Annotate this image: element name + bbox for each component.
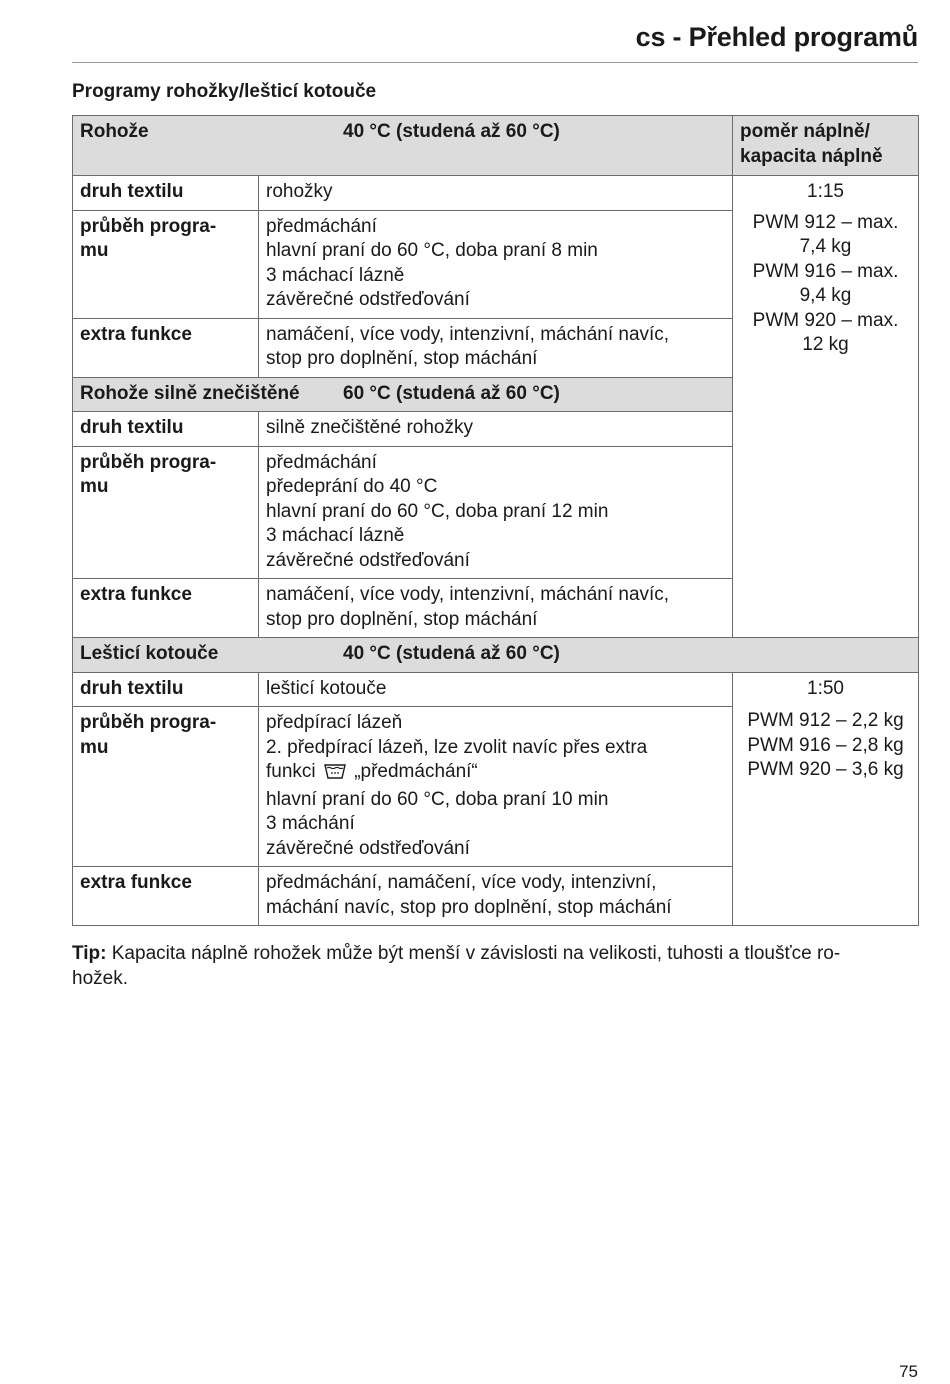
row-label: průběh progra- mu xyxy=(73,446,259,579)
value-line: namáčení, více vody, intenzivní, máchání navíc, xyxy=(266,584,670,605)
program-temperature: 40 °C (studená až 60 °C) xyxy=(343,643,560,664)
row-label: extra funkce xyxy=(73,867,259,926)
value-line: máchání navíc, stop pro doplnění, stop máchání xyxy=(266,896,672,918)
row-value xyxy=(259,210,733,318)
value-line: silně znečištěné rohožky xyxy=(266,417,473,438)
ratio-header-line-1: poměr náplně/ xyxy=(740,121,870,142)
capacity-line: PWM 912 – 2,2 kg xyxy=(747,710,904,731)
tip-text-continued: hožek. xyxy=(72,968,128,989)
value-line: závěrečné odstřeďování xyxy=(266,837,470,859)
program-temperature: 40 °C (studená až 60 °C) xyxy=(343,121,560,142)
row-label: průběh progra- mu xyxy=(73,707,259,867)
capacity-line: PWM 920 – max. xyxy=(752,309,899,331)
capacity-line: 9,4 kg xyxy=(799,285,852,306)
row-value xyxy=(259,318,733,377)
program-header-row xyxy=(73,638,919,673)
value-line: namáčení, více vody, intenzivní, máchání navíc, xyxy=(266,323,670,345)
tip-paragraph xyxy=(72,941,918,991)
value-line: lešticí kotouče xyxy=(266,677,387,699)
capacity-line: PWM 916 – max. xyxy=(752,260,899,282)
value-line: rohožky xyxy=(266,181,333,202)
program-name: Lešticí kotouče xyxy=(80,643,219,664)
program-table xyxy=(72,115,919,926)
prewash-icon xyxy=(323,762,347,788)
value-line: 2. předpírací lázeň, lze zvolit navíc přes extra xyxy=(266,736,648,758)
row-value xyxy=(259,446,733,579)
value-line: 3 máchací lázně xyxy=(266,525,405,546)
page-number: 75 xyxy=(899,1362,918,1381)
value-line: funkci „předmáchání“ xyxy=(266,760,725,788)
table-row xyxy=(73,176,919,211)
ratio-value: 1:50 xyxy=(807,677,844,699)
program-temperature: 60 °C (studená až 60 °C) xyxy=(343,382,560,404)
value-line: závěrečné odstřeďování xyxy=(266,549,470,571)
tip-text: Kapacita náplně rohožek může být menší v závislosti na velikosti, tuhosti a tloušťce ro- xyxy=(106,943,841,964)
row-label: druh textilu xyxy=(73,412,259,447)
row-label: druh textilu xyxy=(73,672,259,707)
row-value xyxy=(259,412,733,447)
section-title: Programy rohožky/lešticí kotouče xyxy=(72,81,377,102)
value-line: předpírací lázeň xyxy=(266,712,403,733)
capacity-line: 7,4 kg xyxy=(799,236,852,257)
capacity-cell-2 xyxy=(733,672,919,926)
capacity-line: PWM 920 – 3,6 kg xyxy=(747,759,904,780)
value-line: hlavní praní do 60 °C, doba praní 8 min xyxy=(266,240,598,261)
program-name: Rohože silně znečištěné xyxy=(80,382,300,404)
page-header-title: cs - Přehled programů xyxy=(635,22,918,52)
program-name: Rohože xyxy=(80,121,149,142)
value-line: stop pro doplnění, stop máchání xyxy=(266,608,538,630)
tip-label: Tip: xyxy=(72,943,107,964)
capacity-cell-1 xyxy=(733,176,919,638)
row-value xyxy=(259,672,733,707)
program-header-row xyxy=(73,116,919,176)
row-value xyxy=(259,707,733,867)
table-row xyxy=(73,672,919,707)
value-line: hlavní praní do 60 °C, doba praní 10 min xyxy=(266,788,609,810)
capacity-line: 12 kg xyxy=(802,334,849,355)
row-label: druh textilu xyxy=(73,176,259,211)
ratio-header-line-2: kapacita náplně xyxy=(740,145,883,167)
value-line: předmáchání xyxy=(266,451,377,473)
row-label: průběh progra- mu xyxy=(73,210,259,318)
value-line: předmáchání xyxy=(266,215,377,237)
value-line: stop pro doplnění, stop máchání xyxy=(266,348,538,369)
value-line: předmáchání, namáčení, více vody, intenzivní, xyxy=(266,872,657,893)
value-line: 3 máchací lázně xyxy=(266,264,405,286)
value-line: předeprání do 40 °C xyxy=(266,476,438,497)
ratio-value: 1:15 xyxy=(807,181,844,202)
capacity-line: PWM 916 – 2,8 kg xyxy=(747,734,904,756)
row-value xyxy=(259,176,733,211)
row-value xyxy=(259,867,733,926)
header-divider xyxy=(72,62,918,63)
value-line: 3 máchání xyxy=(266,813,355,834)
value-line: hlavní praní do 60 °C, doba praní 12 min xyxy=(266,500,609,522)
value-line: závěrečné odstřeďování xyxy=(266,289,470,310)
row-label: extra funkce xyxy=(73,579,259,638)
row-value xyxy=(259,579,733,638)
row-label: extra funkce xyxy=(73,318,259,377)
capacity-line: PWM 912 – max. xyxy=(752,211,899,233)
